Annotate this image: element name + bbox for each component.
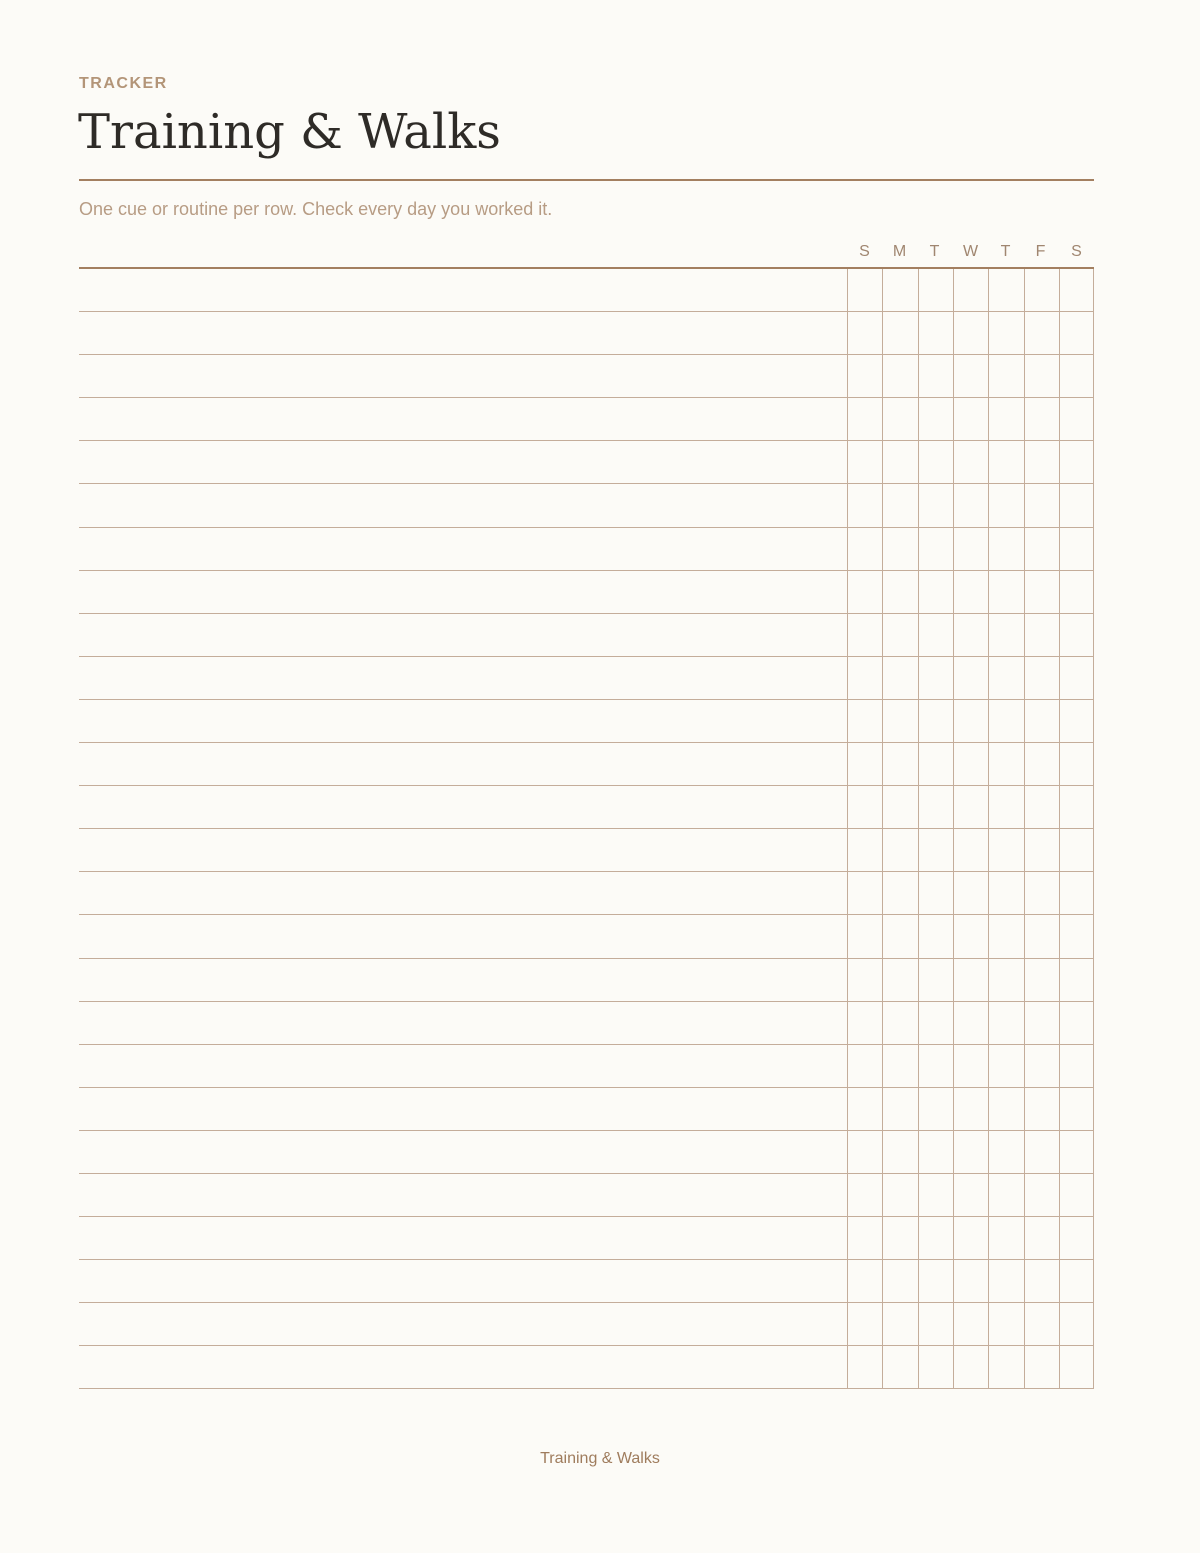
table-row (79, 1088, 1094, 1131)
day-checkbox[interactable] (918, 915, 953, 957)
table-row (79, 959, 1094, 1002)
day-checkbox[interactable] (953, 398, 988, 440)
day-checkbox[interactable] (1059, 786, 1094, 828)
day-checkbox[interactable] (988, 1303, 1023, 1345)
day-checkbox[interactable] (1059, 441, 1094, 483)
day-checkbox[interactable] (953, 829, 988, 871)
day-checkbox[interactable] (1059, 269, 1094, 311)
day-checkbox[interactable] (953, 571, 988, 613)
day-checkbox[interactable] (918, 872, 953, 914)
day-checkbox[interactable] (918, 312, 953, 354)
day-checkbox[interactable] (847, 1088, 882, 1130)
day-checkbox[interactable] (918, 528, 953, 570)
day-checkbox[interactable] (1024, 959, 1059, 1001)
day-checkbox[interactable] (988, 1346, 1023, 1388)
table-row (79, 398, 1094, 441)
day-checkbox[interactable] (1024, 1303, 1059, 1345)
routine-entry-field[interactable] (79, 398, 847, 440)
day-checkbox[interactable] (918, 1088, 953, 1130)
day-checkbox[interactable] (1059, 1002, 1094, 1044)
day-checkbox[interactable] (918, 1346, 953, 1388)
day-checkbox[interactable] (1024, 657, 1059, 699)
day-checkbox[interactable] (882, 355, 917, 397)
day-checkbox[interactable] (953, 657, 988, 699)
day-checkbox[interactable] (847, 1217, 882, 1259)
day-checkbox[interactable] (1024, 484, 1059, 526)
day-checkbox[interactable] (953, 269, 988, 311)
routine-entry-field[interactable] (79, 915, 847, 957)
day-checkbox[interactable] (1024, 1002, 1059, 1044)
day-checkbox[interactable] (1024, 1131, 1059, 1173)
routine-entry-field[interactable] (79, 829, 847, 871)
day-checkbox[interactable] (847, 915, 882, 957)
day-checkbox[interactable] (1024, 398, 1059, 440)
day-header-wednesday: W (962, 243, 979, 260)
day-checkbox[interactable] (847, 1131, 882, 1173)
day-checkbox[interactable] (1024, 441, 1059, 483)
day-checkbox[interactable] (988, 398, 1023, 440)
day-checkbox[interactable] (882, 1045, 917, 1087)
day-checkbox[interactable] (1024, 1045, 1059, 1087)
tracker-table (79, 269, 1094, 1389)
day-checkbox[interactable] (882, 786, 917, 828)
day-checkbox[interactable] (847, 484, 882, 526)
day-header-thursday: T (1000, 243, 1011, 260)
day-checkbox[interactable] (988, 528, 1023, 570)
day-checkbox[interactable] (1059, 1260, 1094, 1302)
day-checkbox[interactable] (918, 484, 953, 526)
table-row (79, 1045, 1094, 1088)
table-row (79, 700, 1094, 743)
day-checkbox[interactable] (988, 1174, 1023, 1216)
day-checkbox[interactable] (988, 441, 1023, 483)
routine-entry-field[interactable] (79, 1346, 847, 1388)
day-checkbox[interactable] (918, 1217, 953, 1259)
day-checkbox[interactable] (847, 355, 882, 397)
routine-entry-field[interactable] (79, 959, 847, 1001)
day-checkbox[interactable] (918, 1131, 953, 1173)
day-checkbox[interactable] (882, 528, 917, 570)
page-footer: Training & Walks (540, 1450, 660, 1467)
day-checkbox[interactable] (953, 1260, 988, 1302)
table-row (79, 571, 1094, 614)
day-checkbox[interactable] (988, 1088, 1023, 1130)
day-checkbox[interactable] (882, 1260, 917, 1302)
day-checkbox[interactable] (988, 269, 1023, 311)
day-checkbox[interactable] (882, 484, 917, 526)
day-checkbox[interactable] (882, 571, 917, 613)
day-checkbox[interactable] (988, 1002, 1023, 1044)
day-checkbox[interactable] (882, 614, 917, 656)
day-checkbox[interactable] (1059, 614, 1094, 656)
routine-entry-field[interactable] (79, 484, 847, 526)
day-header-saturday: S (1071, 243, 1082, 260)
day-checkbox[interactable] (988, 312, 1023, 354)
day-checkbox[interactable] (953, 1174, 988, 1216)
day-checkbox[interactable] (953, 872, 988, 914)
day-checkbox[interactable] (988, 786, 1023, 828)
day-checkbox[interactable] (953, 1131, 988, 1173)
day-checkbox[interactable] (1059, 657, 1094, 699)
day-checkbox[interactable] (953, 312, 988, 354)
day-checkbox[interactable] (847, 872, 882, 914)
day-checkbox[interactable] (847, 571, 882, 613)
day-checkbox[interactable] (953, 786, 988, 828)
table-row (79, 786, 1094, 829)
day-checkbox[interactable] (1024, 700, 1059, 742)
day-checkbox[interactable] (953, 915, 988, 957)
day-checkbox[interactable] (1059, 1346, 1094, 1388)
day-checkbox[interactable] (1059, 484, 1094, 526)
day-checkbox[interactable] (918, 700, 953, 742)
day-checkbox[interactable] (918, 1002, 953, 1044)
routine-entry-field[interactable] (79, 1088, 847, 1130)
day-checkbox[interactable] (847, 269, 882, 311)
day-checkbox[interactable] (918, 441, 953, 483)
day-checkbox[interactable] (847, 959, 882, 1001)
day-checkbox[interactable] (988, 872, 1023, 914)
day-checkbox[interactable] (953, 1217, 988, 1259)
routine-entry-field[interactable] (79, 441, 847, 483)
day-checkbox[interactable] (918, 1174, 953, 1216)
day-checkbox[interactable] (988, 657, 1023, 699)
day-checkbox[interactable] (988, 1045, 1023, 1087)
day-checkbox[interactable] (847, 614, 882, 656)
day-checkbox[interactable] (847, 743, 882, 785)
routine-entry-field[interactable] (79, 657, 847, 699)
day-checkbox[interactable] (988, 959, 1023, 1001)
day-header-monday: M (892, 243, 907, 260)
routine-entry-field[interactable] (79, 872, 847, 914)
day-checkbox[interactable] (1059, 571, 1094, 613)
table-row (79, 1217, 1094, 1260)
day-checkbox[interactable] (953, 700, 988, 742)
day-checkbox[interactable] (918, 1045, 953, 1087)
day-checkbox[interactable] (918, 829, 953, 871)
day-checkbox[interactable] (918, 959, 953, 1001)
day-checkbox[interactable] (1024, 743, 1059, 785)
day-checkbox[interactable] (847, 786, 882, 828)
day-checkbox[interactable] (882, 441, 917, 483)
day-checkbox[interactable] (882, 1088, 917, 1130)
day-checkbox[interactable] (847, 1174, 882, 1216)
day-checkbox[interactable] (953, 528, 988, 570)
day-checkbox[interactable] (1024, 915, 1059, 957)
day-checkbox[interactable] (847, 700, 882, 742)
day-checkbox[interactable] (847, 1303, 882, 1345)
day-checkbox[interactable] (1059, 915, 1094, 957)
day-checkbox[interactable] (1059, 1303, 1094, 1345)
table-row (79, 743, 1094, 786)
day-checkbox[interactable] (847, 657, 882, 699)
day-checkbox[interactable] (953, 355, 988, 397)
routine-entry-field[interactable] (79, 1002, 847, 1044)
day-checkbox[interactable] (1024, 829, 1059, 871)
eyebrow-label: TRACKER (79, 75, 168, 92)
day-checkbox[interactable] (1024, 1217, 1059, 1259)
day-checkbox[interactable] (988, 355, 1023, 397)
day-checkbox[interactable] (953, 1088, 988, 1130)
day-checkbox[interactable] (1059, 1174, 1094, 1216)
routine-entry-field[interactable] (79, 786, 847, 828)
day-checkbox[interactable] (1059, 312, 1094, 354)
day-checkbox[interactable] (847, 398, 882, 440)
routine-entry-field[interactable] (79, 1303, 847, 1345)
day-checkbox[interactable] (847, 1260, 882, 1302)
table-row (79, 657, 1094, 700)
day-checkbox[interactable] (953, 743, 988, 785)
routine-entry-field[interactable] (79, 1260, 847, 1302)
day-checkbox[interactable] (1024, 1260, 1059, 1302)
table-row (79, 355, 1094, 398)
day-checkbox[interactable] (953, 1045, 988, 1087)
table-row (79, 528, 1094, 571)
table-row (79, 614, 1094, 657)
page-subtitle: One cue or routine per row. Check every day you worked it. (79, 199, 553, 219)
table-row (79, 1131, 1094, 1174)
table-row (79, 1002, 1094, 1045)
day-checkbox[interactable] (882, 1303, 917, 1345)
day-checkbox[interactable] (918, 743, 953, 785)
day-checkbox[interactable] (1059, 398, 1094, 440)
day-checkbox[interactable] (918, 614, 953, 656)
day-checkbox[interactable] (1024, 269, 1059, 311)
day-checkbox[interactable] (882, 829, 917, 871)
day-checkbox[interactable] (1059, 959, 1094, 1001)
day-checkbox[interactable] (1024, 1174, 1059, 1216)
day-checkbox[interactable] (988, 829, 1023, 871)
day-checkbox[interactable] (1024, 1088, 1059, 1130)
routine-entry-field[interactable] (79, 269, 847, 311)
day-checkbox[interactable] (918, 571, 953, 613)
day-header-sunday: S (859, 243, 870, 260)
day-checkbox[interactable] (847, 829, 882, 871)
day-checkbox[interactable] (1024, 786, 1059, 828)
day-checkbox[interactable] (918, 269, 953, 311)
day-checkbox[interactable] (988, 1217, 1023, 1259)
day-checkbox[interactable] (882, 872, 917, 914)
day-checkbox[interactable] (918, 398, 953, 440)
day-checkbox[interactable] (1024, 355, 1059, 397)
day-checkbox[interactable] (988, 1260, 1023, 1302)
day-checkbox[interactable] (1059, 1088, 1094, 1130)
day-checkbox[interactable] (1024, 571, 1059, 613)
day-checkbox[interactable] (988, 915, 1023, 957)
day-checkbox[interactable] (1059, 743, 1094, 785)
table-row (79, 441, 1094, 484)
day-checkbox[interactable] (882, 1002, 917, 1044)
day-checkbox[interactable] (1024, 872, 1059, 914)
routine-entry-field[interactable] (79, 1045, 847, 1087)
day-checkbox[interactable] (988, 743, 1023, 785)
day-checkbox[interactable] (882, 312, 917, 354)
routine-entry-field[interactable] (79, 700, 847, 742)
day-checkbox[interactable] (847, 441, 882, 483)
day-checkbox[interactable] (1059, 1131, 1094, 1173)
day-checkbox[interactable] (918, 1303, 953, 1345)
day-checkbox[interactable] (953, 1346, 988, 1388)
day-checkbox[interactable] (953, 614, 988, 656)
day-checkbox[interactable] (988, 614, 1023, 656)
routine-entry-field[interactable] (79, 614, 847, 656)
routine-entry-field[interactable] (79, 355, 847, 397)
day-checkbox[interactable] (847, 312, 882, 354)
day-header-tuesday: T (929, 243, 940, 260)
table-row (79, 1260, 1094, 1303)
day-checkbox[interactable] (882, 743, 917, 785)
day-checkbox[interactable] (918, 657, 953, 699)
table-row (79, 269, 1094, 312)
table-row (79, 829, 1094, 872)
day-checkbox[interactable] (953, 1303, 988, 1345)
day-checkbox[interactable] (953, 1002, 988, 1044)
day-checkbox[interactable] (847, 1045, 882, 1087)
day-checkbox[interactable] (1059, 355, 1094, 397)
day-checkbox[interactable] (953, 959, 988, 1001)
table-row (79, 312, 1094, 355)
routine-entry-field[interactable] (79, 571, 847, 613)
day-checkbox[interactable] (1024, 1346, 1059, 1388)
day-header-friday: F (1035, 243, 1046, 260)
title-divider (79, 179, 1094, 181)
day-checkbox[interactable] (1059, 700, 1094, 742)
day-checkbox[interactable] (882, 398, 917, 440)
day-checkbox[interactable] (847, 1002, 882, 1044)
day-checkbox[interactable] (953, 441, 988, 483)
table-row (79, 915, 1094, 958)
day-checkbox[interactable] (1024, 528, 1059, 570)
routine-entry-field[interactable] (79, 1217, 847, 1259)
day-checkbox[interactable] (1024, 614, 1059, 656)
day-checkbox[interactable] (882, 700, 917, 742)
day-checkbox[interactable] (988, 484, 1023, 526)
routine-entry-field[interactable] (79, 743, 847, 785)
table-row (79, 484, 1094, 527)
day-checkbox[interactable] (988, 1131, 1023, 1173)
day-checkbox[interactable] (988, 700, 1023, 742)
table-row (79, 872, 1094, 915)
day-checkbox[interactable] (1059, 1217, 1094, 1259)
day-checkbox[interactable] (882, 1131, 917, 1173)
day-checkbox[interactable] (918, 1260, 953, 1302)
day-checkbox[interactable] (882, 657, 917, 699)
day-checkbox[interactable] (882, 1346, 917, 1388)
routine-entry-field[interactable] (79, 528, 847, 570)
routine-entry-field[interactable] (79, 312, 847, 354)
day-checkbox[interactable] (882, 1174, 917, 1216)
day-checkbox[interactable] (1059, 528, 1094, 570)
day-checkbox[interactable] (847, 1346, 882, 1388)
table-row (79, 1346, 1094, 1389)
day-checkbox[interactable] (882, 269, 917, 311)
day-checkbox[interactable] (918, 355, 953, 397)
day-checkbox[interactable] (953, 484, 988, 526)
day-checkbox[interactable] (918, 786, 953, 828)
day-checkbox[interactable] (1059, 1045, 1094, 1087)
day-checkbox[interactable] (882, 915, 917, 957)
routine-entry-field[interactable] (79, 1131, 847, 1173)
day-checkbox[interactable] (847, 528, 882, 570)
day-checkbox[interactable] (882, 959, 917, 1001)
day-checkbox[interactable] (882, 1217, 917, 1259)
day-checkbox[interactable] (1059, 829, 1094, 871)
day-checkbox[interactable] (1059, 872, 1094, 914)
routine-entry-field[interactable] (79, 1174, 847, 1216)
page-title: Training & Walks (78, 104, 501, 160)
day-checkbox[interactable] (988, 571, 1023, 613)
table-row (79, 1303, 1094, 1346)
table-row (79, 1174, 1094, 1217)
day-checkbox[interactable] (1024, 312, 1059, 354)
